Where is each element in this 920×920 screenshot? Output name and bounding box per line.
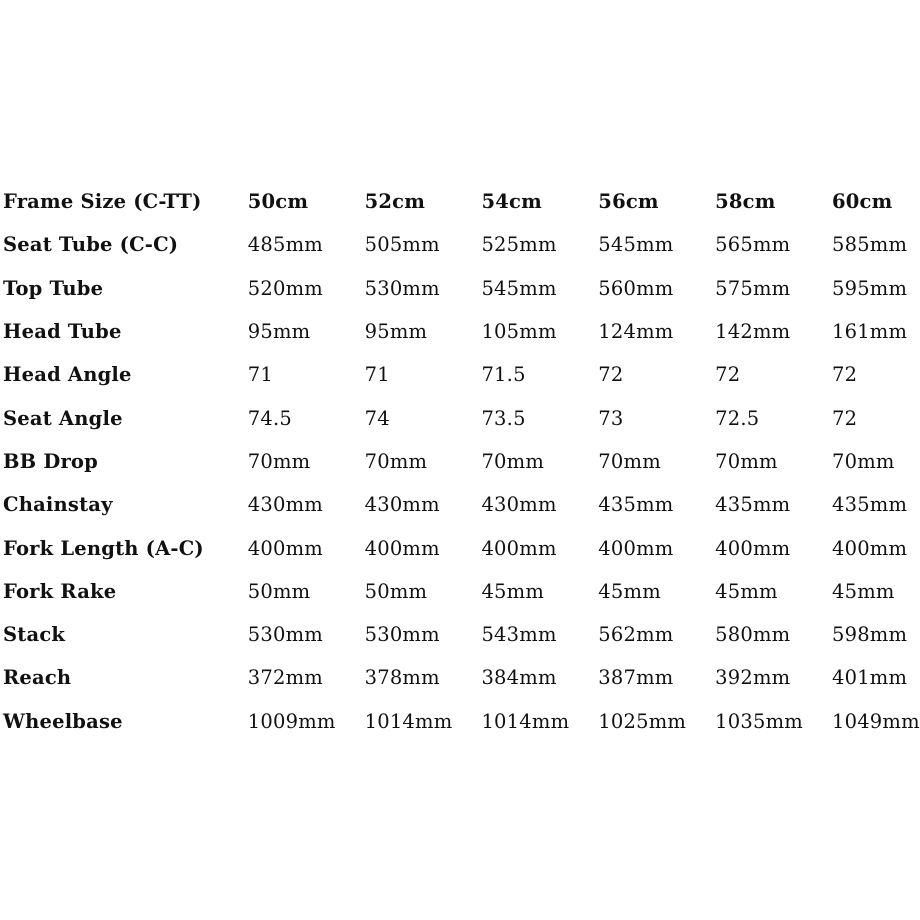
cell-value: 72.5 [715, 406, 760, 430]
cell-value: 70mm [364, 449, 428, 473]
cell-value: 575mm [715, 276, 791, 300]
cell-value: 70mm [598, 449, 661, 473]
row-stack [3, 613, 920, 656]
cell-value: 1035mm [715, 709, 803, 733]
row-label: Reach [3, 666, 72, 690]
cell-value: 520mm [247, 276, 323, 300]
cell-value: 485mm [247, 233, 323, 257]
row-label: Head Tube [3, 320, 122, 344]
cell-value: 72 [831, 363, 858, 387]
cell-value: 530mm [364, 276, 440, 300]
row-seat-angle [3, 396, 920, 439]
row-label: Head Angle [3, 363, 132, 387]
cell-value: 525mm [481, 233, 557, 257]
row-label: Seat Angle [3, 406, 123, 430]
cell-value: 400mm [364, 536, 440, 560]
cell-value: 70mm [715, 449, 778, 473]
header-size-54cm: 54cm [481, 190, 542, 214]
cell-value: 384mm [481, 666, 557, 690]
cell-value: 505mm [364, 233, 440, 257]
row-seat-tube [3, 223, 920, 266]
cell-value: 530mm [247, 623, 323, 647]
cell-value: 1025mm [598, 709, 687, 733]
cell-value: 73 [598, 406, 624, 430]
cell-value: 598mm [831, 623, 908, 647]
cell-value: 161mm [831, 320, 908, 344]
row-label: Chainstay [3, 493, 113, 517]
cell-value: 565mm [715, 233, 791, 257]
row-reach [3, 656, 920, 699]
cell-value: 372mm [247, 666, 323, 690]
cell-value: 72 [598, 363, 624, 387]
cell-value: 74.5 [247, 406, 292, 430]
cell-value: 70mm [247, 449, 311, 473]
geometry-table [3, 180, 920, 743]
cell-value: 72 [831, 406, 858, 430]
cell-value: 71 [247, 363, 273, 387]
cell-value: 124mm [598, 320, 674, 344]
cell-value: 400mm [481, 536, 557, 560]
cell-value: 45mm [481, 579, 545, 603]
cell-value: 430mm [481, 493, 557, 517]
row-label: Fork Length (A-C) [3, 536, 204, 560]
row-label: Fork Rake [3, 579, 117, 603]
cell-value: 378mm [364, 666, 440, 690]
cell-value: 562mm [598, 623, 674, 647]
cell-value: 70mm [831, 449, 895, 473]
cell-value: 1049mm [831, 709, 920, 733]
cell-value: 400mm [831, 536, 908, 560]
cell-value: 1009mm [247, 709, 336, 733]
cell-value: 72 [715, 363, 741, 387]
cell-value: 400mm [598, 536, 674, 560]
cell-value: 71 [364, 363, 390, 387]
row-label: Stack [3, 623, 66, 647]
header-size-60cm: 60cm [831, 190, 893, 214]
header-size-50cm: 50cm [247, 190, 309, 214]
cell-value: 74 [364, 406, 390, 430]
header-size-58cm: 58cm [715, 190, 776, 214]
cell-value: 560mm [598, 276, 674, 300]
row-head-angle [3, 353, 920, 396]
cell-value: 435mm [831, 493, 908, 517]
cell-value: 45mm [831, 579, 895, 603]
cell-value: 545mm [481, 276, 557, 300]
cell-value: 50mm [364, 579, 428, 603]
cell-value: 430mm [364, 493, 440, 517]
cell-value: 392mm [715, 666, 791, 690]
cell-value: 545mm [598, 233, 674, 257]
cell-value: 70mm [481, 449, 545, 473]
cell-value: 595mm [831, 276, 908, 300]
row-chainstay [3, 483, 920, 526]
cell-value: 435mm [598, 493, 674, 517]
cell-value: 45mm [715, 579, 778, 603]
header-size-52cm: 52cm [364, 190, 426, 214]
cell-value: 95mm [247, 320, 311, 344]
cell-value: 50mm [247, 579, 311, 603]
cell-value: 71.5 [481, 363, 526, 387]
cell-value: 73.5 [481, 406, 526, 430]
row-fork-length [3, 526, 920, 569]
row-wheelbase [3, 700, 920, 743]
cell-value: 543mm [481, 623, 557, 647]
cell-value: 45mm [598, 579, 661, 603]
cell-value: 400mm [715, 536, 791, 560]
cell-value: 387mm [598, 666, 674, 690]
cell-value: 435mm [715, 493, 791, 517]
cell-value: 530mm [364, 623, 440, 647]
cell-value: 585mm [831, 233, 908, 257]
row-label: Seat Tube (C-C) [3, 233, 179, 257]
header-frame-size-label: Frame Size (C-TT) [3, 190, 202, 214]
cell-value: 430mm [247, 493, 323, 517]
cell-value: 1014mm [364, 709, 453, 733]
row-top-tube [3, 267, 920, 310]
row-fork-rake [3, 570, 920, 613]
row-label: Top Tube [3, 276, 104, 300]
row-label: BB Drop [3, 449, 98, 473]
cell-value: 95mm [364, 320, 428, 344]
row-head-tube [3, 310, 920, 353]
cell-value: 142mm [715, 320, 791, 344]
cell-value: 1014mm [481, 709, 570, 733]
cell-value: 580mm [715, 623, 791, 647]
cell-value: 401mm [831, 666, 908, 690]
row-bb-drop [3, 440, 920, 483]
cell-value: 400mm [247, 536, 323, 560]
row-label: Wheelbase [3, 709, 123, 733]
header-row [3, 180, 920, 223]
header-size-56cm: 56cm [598, 190, 659, 214]
cell-value: 105mm [481, 320, 557, 344]
